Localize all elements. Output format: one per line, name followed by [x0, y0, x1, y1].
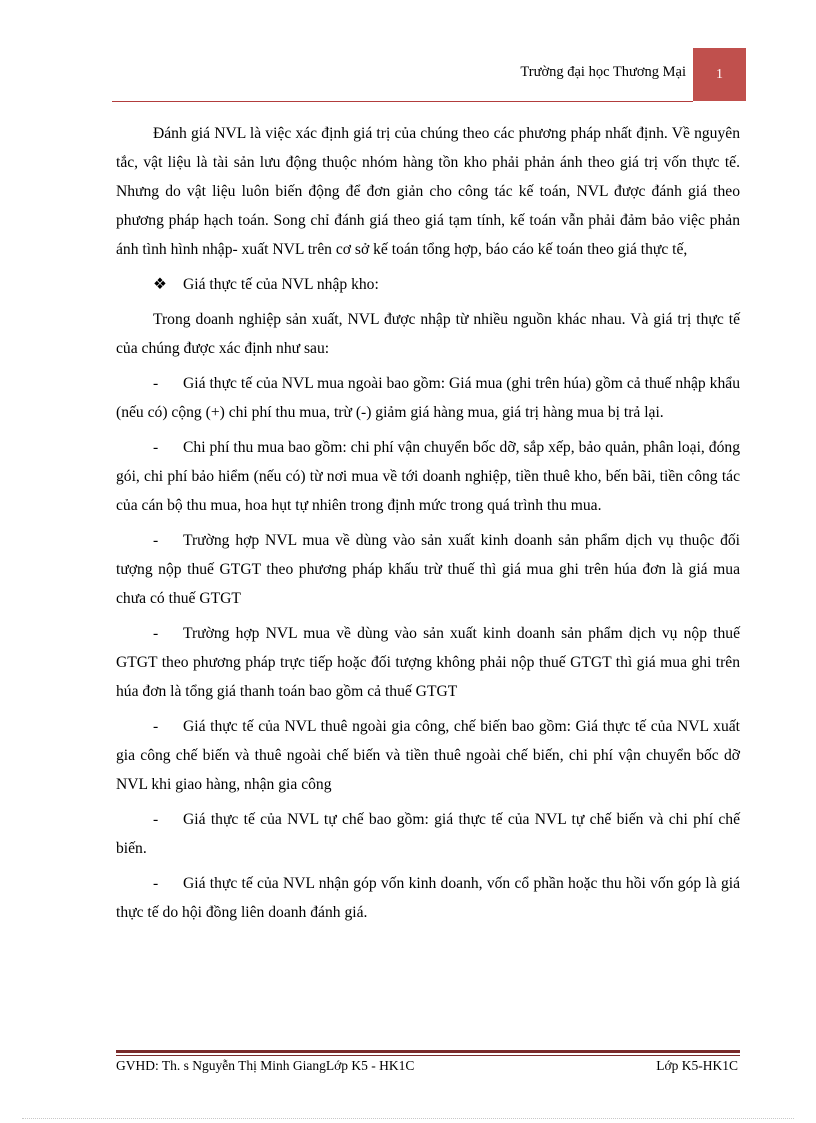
dash-marker: - [153, 625, 159, 642]
footer-class: Lớp K5-HK1C [656, 1058, 738, 1073]
list-item [116, 869, 740, 927]
dash-marker: - [153, 375, 159, 392]
bullet-heading [116, 270, 740, 299]
list-item [116, 619, 740, 706]
dash-marker: - [153, 439, 159, 456]
dash-marker: - [153, 718, 159, 735]
list-item-text: Chi phí thu mua bao gồm: chi phí vận chuyển bốc dỡ, sắp xếp, bảo quản, phân loại, đóng gói, chi phí bảo hiểm (nếu có) từ nơi mua về tới doanh nghiệp, tiền thuê kho, bến bãi, tiền công tác của cán bộ thu mua, hoa hụt tự nhiên trong định mức trong quá trình thu mua. [116, 439, 740, 514]
dash-marker: - [153, 532, 159, 549]
page-number-badge: 1 [693, 48, 746, 101]
header-title: Trường đại học Thương Mại [520, 64, 686, 80]
page-edge-divider [22, 1118, 794, 1119]
list-item-text: Giá thực tế của NVL mua ngoài bao gồm: Giá mua (ghi trên húa) gồm cả thuế nhập khẩu (nếu có) cộng (+) chi phí thu mua, trừ (-) giảm giá hàng mua, giá trị hàng mua bị trả lại. [116, 375, 740, 421]
footer-divider-thick [116, 1050, 740, 1053]
document-body [116, 119, 740, 933]
list-item-text: Trường hợp NVL mua về dùng vào sản xuất kinh doanh sản phẩm dịch vụ nộp thuế GTGT theo phương pháp trực tiếp hoặc đối tượng không phải nộp thuế GTGT thì giá mua ghi trên húa đơn là tổng giá thanh toán bao gồm cả thuế GTGT [116, 625, 740, 700]
footer-divider-thin [116, 1055, 740, 1056]
list-item [116, 712, 740, 799]
list-item [116, 805, 740, 863]
bullet-heading-text: Giá thực tế của NVL nhập kho: [183, 276, 379, 293]
list-item [116, 433, 740, 520]
list-item-text: Trường hợp NVL mua về dùng vào sản xuất kinh doanh sản phẩm dịch vụ thuộc đối tượng nộp thuế GTGT theo phương pháp khấu trừ thuế thì giá mua ghi trên húa đơn là giá mua chưa có thuế GTGT [116, 532, 740, 607]
diamond-bullet-icon: ❖ [153, 276, 167, 293]
list-item-text: Giá thực tế của NVL tự chế bao gồm: giá thực tế của NVL tự chế biến và chi phí chế biến. [116, 811, 740, 857]
list-item [116, 369, 740, 427]
list-item-text: Giá thực tế của NVL nhận góp vốn kinh doanh, vốn cổ phần hoặc thu hồi vốn góp là giá thực tế do hội đồng liên doanh đánh giá. [116, 875, 740, 921]
list-item [116, 526, 740, 613]
lead-paragraph: Trong doanh nghiệp sản xuất, NVL được nhập từ nhiều nguồn khác nhau. Và giá trị thực tế của chúng được xác định như sau: [116, 311, 740, 357]
dash-marker: - [153, 875, 159, 892]
footer-supervisor: GVHD: Th. s Nguyễn Thị Minh GiangLớp K5 - HK1C [116, 1058, 415, 1073]
header-divider [112, 101, 693, 102]
intro-paragraph: Đánh giá NVL là việc xác định giá trị của chúng theo các phương pháp nhất định. Về nguyên tắc, vật liệu là tài sản lưu động thuộc nhóm hàng tồn kho phải phản ánh theo giá trị vốn thực tế. Nhưng do vật liệu luôn biến động để đơn giản cho công tác kế toán, NVL được đánh giá theo phương pháp hạch toán. Song chỉ đánh giá theo giá tạm tính, kế toán vẫn phải đảm bảo việc phản ánh tình hình nhập- xuất NVL trên cơ sở kế toán tổng hợp, báo cáo kế toán theo giá thực tế, [116, 125, 740, 258]
list-item-text: Giá thực tế của NVL thuê ngoài gia công, chế biến bao gồm: Giá thực tế của NVL xuất gia công chế biến và thuê ngoài chế biến và tiền thuê ngoài chế biến, chi phí vận chuyển bốc dỡ NVL khi giao hàng, nhận gia công [116, 718, 740, 793]
dash-marker: - [153, 811, 159, 828]
